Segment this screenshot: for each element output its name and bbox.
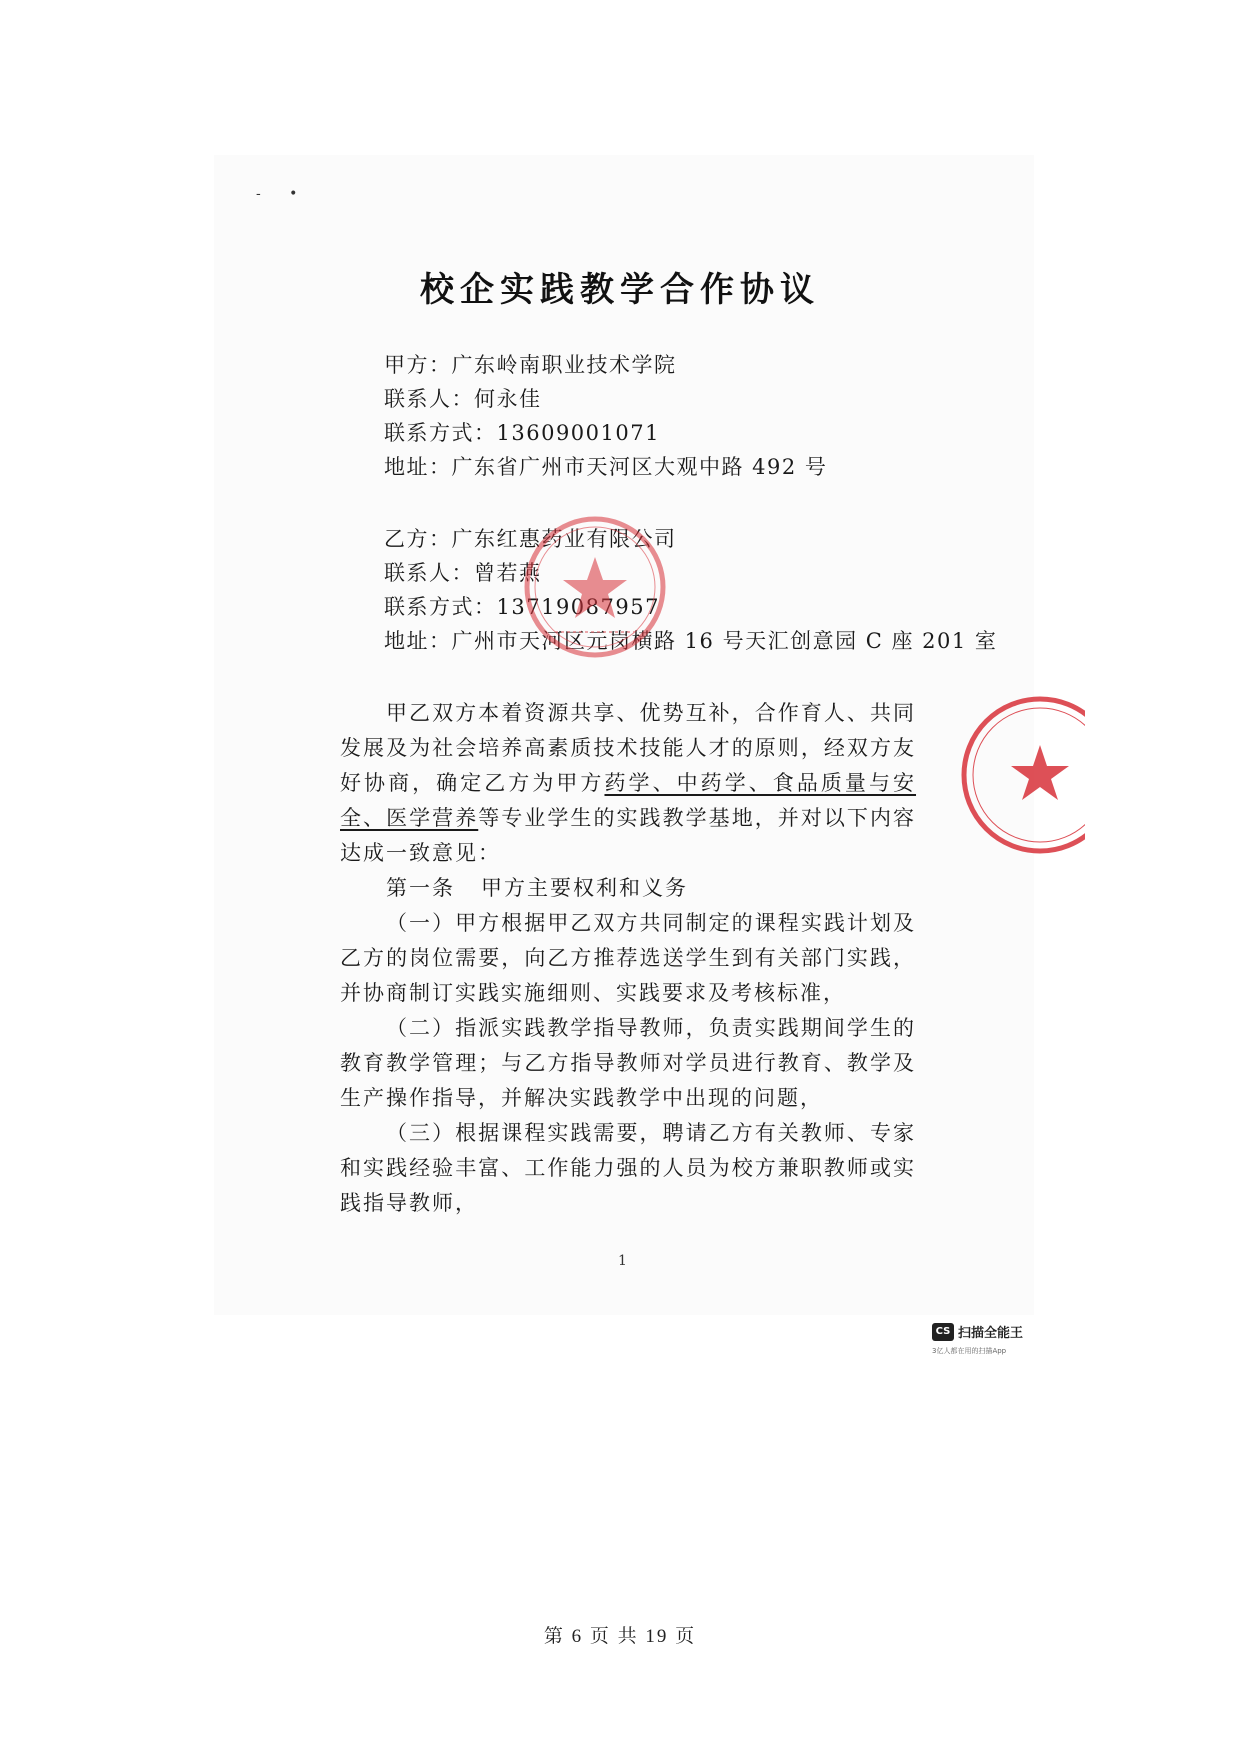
- party-b-phone: 联系方式：13719087957: [384, 595, 660, 619]
- intro-text-end: 等专业学生的实践教学基地，并对以下内容达成一致意见：: [340, 806, 916, 865]
- clause-2: （二）指派实践教学指导教师，负责实践期间学生的教育教学管理；与乙方指导教师对学员进行教育、教学及生产操作指导，并解决实践教学中出现的问题，: [340, 1016, 916, 1110]
- camscanner-logo-icon: CS: [932, 1323, 954, 1341]
- page-footer: 第 6 页 共 19 页: [543, 1626, 697, 1647]
- section-title: 甲方主要权利和义务: [481, 876, 688, 900]
- scanner-watermark: [932, 1322, 1023, 1341]
- agreement-body: [340, 696, 916, 1221]
- company-seal-icon: [520, 512, 670, 662]
- intro-text: 甲乙双方本着资源共享、优势互补，合作育人、共同发展及为社会培养高素质技术技能人才的原则，经双方友好协商，确定乙方为甲方: [340, 701, 916, 795]
- majors-underlined: 药学、中药学、食品质量与安全、医学营养: [340, 771, 917, 830]
- scanner-tagline: 3亿人都在用的扫描App: [932, 1347, 1007, 1355]
- party-a-address: 地址：广东省广州市天河区大观中路 492 号: [384, 455, 828, 479]
- corner-mark: ‐ •: [256, 186, 310, 202]
- party-b-contact: 联系人：曾若燕: [384, 561, 542, 585]
- party-b-address: 地址：广州市天河区元岗横路 16 号天汇创意园 C 座 201 室: [384, 629, 998, 653]
- intro-paragraph: [340, 696, 916, 871]
- party-a-contact: 联系人：何永佳: [384, 387, 542, 411]
- scanner-app-name: 扫描全能王: [958, 1326, 1024, 1341]
- party-a-phone: 联系方式：13609001071: [384, 421, 660, 445]
- section-number: 第一条: [386, 876, 455, 900]
- section-1-heading: [386, 871, 916, 906]
- edge-seal-icon: [955, 690, 1085, 860]
- party-b-name: 乙方：广东红惠药业有限公司: [384, 527, 677, 551]
- party-a-name: 甲方：广东岭南职业技术学院: [384, 353, 677, 377]
- party-a-block: [384, 348, 827, 484]
- clause-1: （一）甲方根据甲乙双方共同制定的课程实践计划及乙方的岗位需要，向乙方推荐选送学生到有关部门实践，并协商制订实践实施细则、实践要求及考核标准，: [340, 911, 916, 1005]
- document-title: 校企实践教学合作协议: [420, 270, 820, 310]
- edge-seal: [955, 690, 1085, 860]
- inner-page-number: 1: [618, 1253, 627, 1269]
- party-b-block: [384, 522, 997, 658]
- clause-3: （三）根据课程实践需要，聘请乙方有关教师、专家和实践经验丰富、工作能力强的人员为校方兼职教师或实践指导教师，: [340, 1121, 916, 1215]
